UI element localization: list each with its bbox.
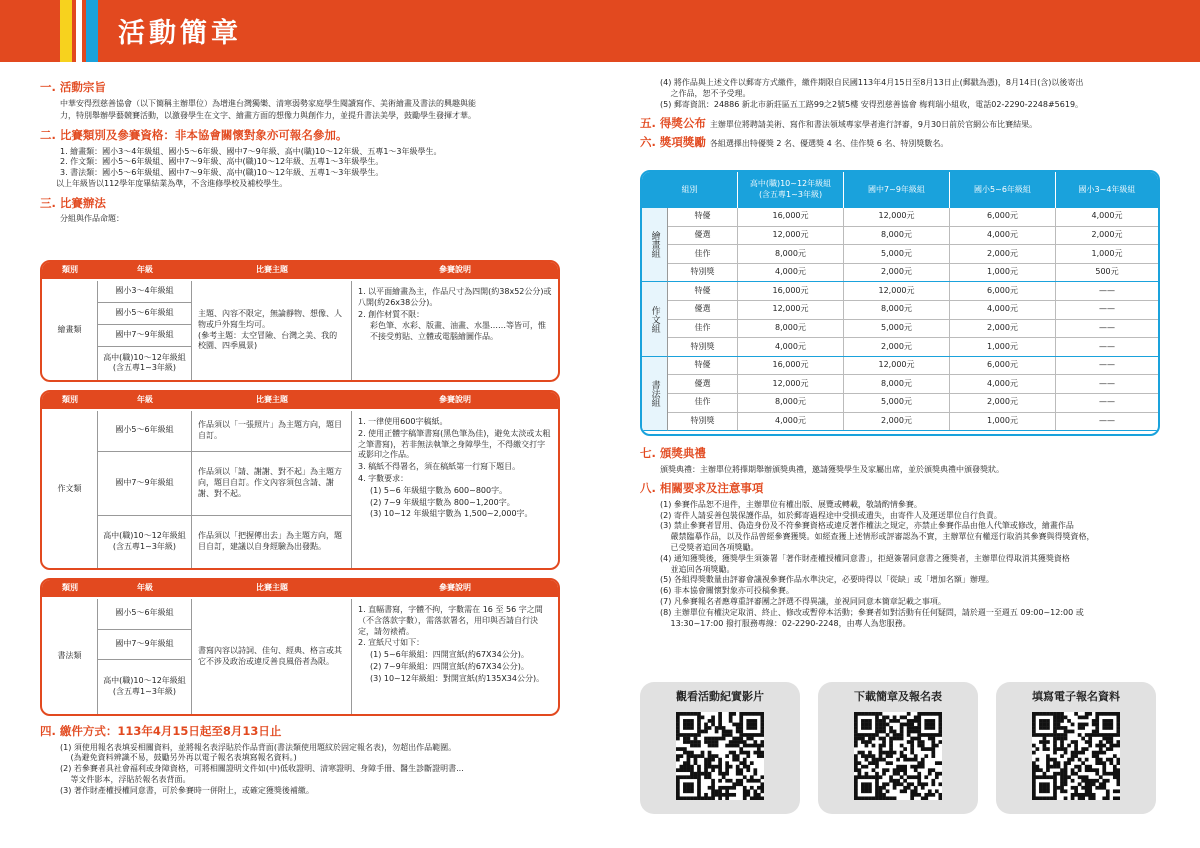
grade-list [98,411,192,568]
award-cell: 優選 [668,375,738,393]
award-cell: 特優 [668,282,738,300]
qr-label: 填寫電子報名資料 [1032,690,1120,703]
section-6-title: 六. 獎項獎勵 [640,134,706,149]
category-cell: 書法類 [42,599,98,714]
section-4 [40,724,565,797]
section-2-item: 2. 作文類：國小5～6年級組、國中7～9年級、高中(職)10～12年級、五專1～3年級學生。 [60,157,384,167]
award-cell: 2,000元 [844,338,950,356]
section-8-item: 13:30~17:00 撥打服務專線：02-2290-2248，由專人為您服務。 [660,618,911,628]
award-cell: 500元 [1095,267,1119,277]
award-cell: 2,000元 [844,413,950,431]
award-cell: 特別獎 [668,338,738,356]
award-cell: 12,000元 [738,301,844,319]
grade-cell: 國中7～9年級組 [98,325,191,347]
page-title: 活動簡章 [118,18,242,49]
award-cell: 優選 [668,227,738,245]
header-note: 參賽說明 [439,265,471,275]
award-cell: 8,000元 [844,227,950,245]
award-cell: 16,000元 [738,208,844,226]
category-cell: 作文類 [42,411,98,568]
section-2-note: 以上年級皆以112學年度畢結業為準，不含進修學校及補校學生。 [56,179,288,189]
section-8-item: (1) 參賽作品恕不退件，主辦單位有權出版、展覽或轉載，敬請酌情參賽。 [660,499,922,509]
award-group-label: 作文組 [642,282,668,356]
note-line: 2. 創作材質不限： [358,309,425,319]
award-cell: 8,000元 [844,375,950,393]
header-cat: 類別 [62,583,78,593]
grade-list [98,281,192,380]
award-cell: —— [1099,397,1115,407]
section-2-item: 1. 繪畫類：國小3～4年級組、國小5～6年級、國中7～9年級、高中(職)10～12年級、五專1～3年級學生。 [60,146,442,156]
section-4-item: (為避免資料辨識不易，鼓勵另外再以電子報名表填寫報名資料。) [60,753,297,763]
award-cell: 6,000元 [950,357,1056,375]
award-header-cell: 國小5~6年級組 [950,172,1056,208]
award-table-header [642,172,1158,208]
header-cat: 類別 [62,265,78,275]
table-header [42,262,558,279]
award-row [668,320,1158,339]
grade-cell: 高中(職)10～12年級組 (含五專1~3年級) [103,352,186,373]
note-line: (3) 10~12年級組：對開宣紙(約135X34公分)。 [370,673,545,683]
calligraphy-table [40,578,560,716]
painting-table [40,260,560,382]
section-4-cont: (4) 將作品與上述文件以郵寄方式繳件，繳件期限自民國113年4月15日至8月13日止(郵戳為憑)，8月14日(含)以後寄出 [660,78,1084,87]
theme-cell: 作品須以「請、謝謝、對不起」為主題方向，題目自訂。作文內容須包含請、謝謝、對不起。 [192,452,351,517]
award-group-label: 繪畫組 [642,208,668,282]
theme-col [192,411,352,568]
award-cell: —— [1099,378,1115,388]
header-grade: 年級 [137,583,153,593]
theme-cell: 作品須以「一張照片」為主題方向，題目自訂。 [192,411,351,452]
note-line: 1. 以平面繪畫為主，作品尺寸為四開(約38x52公分)或八開(約26x38公分)。 [358,287,552,307]
award-cell: 4,000元 [950,301,1056,319]
award-row [668,245,1158,264]
header-note: 參賽說明 [439,395,471,405]
award-cell: 12,000元 [738,227,844,245]
essay-table [40,390,560,570]
header-theme: 比賽主題 [256,583,288,593]
award-row [668,208,1158,227]
award-cell: —— [1099,415,1115,425]
section-8-item: (2) 寄件人請妥善包裝保護作品，如於郵寄過程途中受損或遺失，由寄件人及運送單位自行負責。 [660,510,1002,520]
table-header [42,580,558,597]
award-cell: 12,000元 [844,282,950,300]
note-line: 彩色筆、水彩、版畫、油畫、水墨……等皆可，惟不接受剪貼、立體或電腦繪圖作品。 [370,321,546,342]
award-cell: 優選 [668,301,738,319]
award-header-cell: 組別 [642,172,738,208]
award-cell: 12,000元 [844,208,950,226]
award-row [668,282,1158,301]
theme-col [192,599,352,714]
award-cell: 12,000元 [738,375,844,393]
section-8-title: 八. 相關要求及注意事項 [640,481,764,496]
section-2-item: 3. 書法類：國小5～6年級組、國中7～9年級、高中(職)10～12年級、五專1～3年級學生。 [60,168,384,178]
grade-cell: 國小5～6年級組 [98,303,191,325]
section-5-text: 主辦單位將聘請美術、寫作和書法領域專家學者進行評審，9月30日前於官網公布比賽結果。 [709,120,1038,130]
category-cell: 繪畫類 [42,281,98,380]
award-cell: 1,000元 [1091,248,1123,258]
award-cell: 特優 [668,357,738,375]
note-line: 2. 宣紙尺寸如下： [358,638,425,648]
award-cell: 佳作 [668,320,738,338]
award-row [668,264,1158,283]
qr-register[interactable] [996,682,1156,814]
award-header-cell: 國中7~9年級組 [844,172,950,208]
qr-code-icon [1032,712,1120,800]
award-cell: 8,000元 [844,301,950,319]
award-row [668,301,1158,320]
note-line: (2) 7~9年級組：四開宣紙(約67X34公分)。 [370,661,529,671]
theme-cell: 書寫內容以詩詞、佳句、經典、格言或其它不涉及政治或違反善良風俗者為限。 [198,645,342,666]
award-cell: 佳作 [668,245,738,263]
section-1-text2: 力，特別舉辦學藝競賽活動，以激發學生在文字、繪畫方面的想像力與創作力，並提升書法美學，鼓勵學生發揮才華。 [60,111,476,121]
award-cell: 1,000元 [950,264,1056,282]
award-cell: 4,000元 [738,264,844,282]
header-banner [0,0,1200,62]
award-cell: 特優 [668,208,738,226]
award-cell: 2,000元 [950,245,1056,263]
section-8-item: (8) 主辦單位有權決定取消、終止、修改或暫停本活動；參賽者如對活動有任何疑問，請於週一至週五 09:00~12:00 或 [660,607,1084,617]
qr-label: 觀看活動紀實影片 [676,690,764,703]
section-3-title: 三. 比賽辦法 [40,195,106,210]
section-4-item: (1) 須使用報名表填妥相關資料，並將報名表浮貼於作品背面(書法類使用題紋於固定報名表)，勿超出作品範圍。 [60,742,457,752]
right-column-bottom [640,440,1160,629]
section-8-item: (5) 各組得獎數量由評審會議視參賽作品水準決定，必要時得以「從缺」或「增加名額」辦理。 [660,575,994,585]
theme-cell: 主題、內容不限定，無論靜物、想像、人物或戶外寫生均可。 (參考主題：太空冒險、台灣之美、我的校園、四季風景) [198,308,342,351]
theme-cell: 作品須以「把握傳出去」為主題方向，題目自訂，建議以自身經驗為出發點。 [198,531,342,552]
section-4-cont: (5) 郵寄資訊：24886 新北市新莊區五工路99之2號5樓 安得烈慈善協會 梅莉瑞小組收，電話02-2290-2248#5619。 [660,99,1084,109]
award-row [668,357,1158,376]
note-line: 1. 一律使用600字稿紙。 [358,417,448,426]
table-header [42,392,558,409]
note-line: 1. 直幅書寫，字體不拘，字數需在 16 至 56 字之間（不含落款字數），需落款署名，用印與否請自行決定，請勿裱褙。 [358,605,543,636]
award-cell: 8,000元 [738,320,844,338]
note-line: (1) 5~6 年級組字數為 600~800字。 [370,485,508,495]
award-cell: 4,000元 [950,227,1056,245]
qr-code-icon [854,712,942,800]
note-line: 3. 稿紙不得署名，須在稿紙第一行寫下題目。 [358,462,521,472]
section-8-item: (6) 非本協會關懷對象亦可投稿參賽。 [660,586,794,596]
award-cell: 5,000元 [844,394,950,412]
award-row [668,375,1158,394]
notes-col [352,599,558,714]
award-cell: —— [1099,322,1115,332]
section-4-item: (3) 著作財產權授權同意書，可於參賽時一併附上，或確定獲獎後補繳。 [60,785,314,795]
grade-cell: 國小5～6年級組 [98,599,191,630]
grade-cell: 國中7～9年級組 [98,452,191,517]
grade-cell: 國小5～6年級組 [98,411,191,452]
award-cell: 1,000元 [950,413,1056,431]
notes-col [352,411,558,568]
award-cell: 4,000元 [738,413,844,431]
grade-cell: 高中(職)10～12年級組 (含五專1~3年級) [103,676,186,697]
note-line: 2. 使用正體字稿筆書寫(黑色筆為佳)，避免太淡或太粗之筆書寫)，若非無法執筆之身障學生，不得繳交打字或影印之作品。 [358,428,551,460]
section-7-title: 七. 頒獎典禮 [640,446,706,460]
award-cell: —— [1099,341,1115,351]
award-cell: 4,000元 [1091,211,1123,221]
section-8-item: (4) 通知獲獎後，獲獎學生須簽署「著作財產權授權同意書」，拒絕簽署同意書之獲獎者，主辦單位得取消其獲獎資格 [660,553,1070,563]
award-cell: 5,000元 [844,245,950,263]
award-row [668,413,1158,432]
note-line: (2) 7~9 年級組字數為 800~1,200字。 [370,497,515,507]
white-stripe [76,0,82,62]
award-group-label: 書法組 [642,357,668,431]
grade-cell: 高中(職)10～12年級組 (含五專1~3年級) [103,531,186,552]
award-cell: —— [1099,304,1115,314]
section-2-title: 二. 比賽類別及參賽資格：非本協會關懷對象亦可報名參加。 [40,128,348,143]
award-header-cell: 高中(職)10~12年級組 (含五專1~3年級) [738,172,844,208]
award-cell: 8,000元 [738,245,844,263]
award-header-cell: 國小3~4年級組 [1078,184,1136,194]
notes-col [352,281,558,380]
award-cell: 16,000元 [738,282,844,300]
award-cell: 4,000元 [738,338,844,356]
qr-download[interactable] [818,682,978,814]
section-8-item: (7) 凡參賽報名者應尊重評審團之評選不得異議，並視同同意本簡章記載之事項。 [660,597,946,606]
section-1-text1: 中華安得烈慈善協會（以下簡稱主辦單位）為增進台灣獨樂、清寒弱勢家庭學生閱讀寫作、美術繪畫及書法的興趣與能 [60,98,476,108]
qr-code-icon [676,712,764,800]
header-grade: 年級 [137,265,153,275]
section-8-list [640,500,1160,630]
award-cell: 特別獎 [668,264,738,282]
section-7-text: 頒獎典禮：主辦單位將擇期舉辦頒獎典禮，邀請獲獎學生及家屬出席，並於頒獎典禮中頒發獎狀。 [660,464,1004,474]
header-theme: 比賽主題 [256,395,288,405]
award-cell: 12,000元 [844,357,950,375]
award-cell: 16,000元 [738,357,844,375]
section-4-item: 等文件影本，浮貼於報名表背面。 [60,774,191,784]
theme-col [192,281,352,380]
section-8-item: (3) 禁止參賽者冒用、偽造身份及不符參賽資格或違反著作權法之規定，亦禁止參賽作品由他人代筆或修改，繪畫作品 [660,521,1074,531]
header-note: 參賽說明 [439,583,471,593]
section-3-sub: 分組與作品命題： [60,214,124,224]
award-cell: 2,000元 [950,394,1056,412]
section-8-item: 嚴禁臨摹作品，以及作品曾經參賽獲獎。如經查獲上述情形或評審認為不實，主辦單位有權逕行取消其參賽與得獎資格， [660,532,1095,542]
award-cell: 2,000元 [844,264,950,282]
award-cell: 8,000元 [738,394,844,412]
section-5-title: 五. 得獎公布 [640,116,706,131]
section-4-title: 四. 繳件方式：113年4月15日起至8月13日止 [40,724,282,738]
award-cell: 1,000元 [950,338,1056,356]
award-cell: 6,000元 [950,282,1056,300]
blue-stripe [86,0,98,62]
section-1-title: 一. 活動宗旨 [40,80,106,94]
award-cell: —— [1099,360,1115,370]
qr-video[interactable] [640,682,800,814]
note-line: 4. 字數要求： [358,473,409,483]
header-theme: 比賽主題 [256,265,288,275]
section-6-text: 各組選擇出特優獎 2 名、優選獎 4 名、佳作獎 6 名、特別獎數名。 [709,138,949,148]
section-5 [640,116,1160,132]
award-cell: 5,000元 [844,320,950,338]
award-cell: 6,000元 [950,208,1056,226]
left-column [40,74,565,225]
grade-cell: 國小3～4年級組 [98,281,191,303]
award-cell: —— [1099,285,1115,295]
award-row [668,394,1158,413]
section-4-item: (2) 若參賽者具社會福利或身障資格，可將相關證明文件如(中)低收證明、清寒證明、身障手冊、醫生診斷證明書... [60,764,464,774]
header-grade: 年級 [137,395,153,405]
grade-cell: 國中7～9年級組 [98,630,191,661]
award-cell: 4,000元 [950,375,1056,393]
qr-label: 下載簡章及報名表 [854,690,942,703]
award-row [668,338,1158,357]
section-4-cont: 之作品，恕不予受理。 [660,88,751,98]
note-line: (3) 10~12 年級組字數為 1,500~2,000字。 [370,509,533,519]
award-cell: 2,000元 [950,320,1056,338]
header-cat: 類別 [62,395,78,405]
section-8-item: 已受獎者追回各項獎勵。 [660,543,759,553]
award-table [640,170,1160,436]
note-line: (1) 5~6年級組：四開宣紙(約67X34公分)。 [370,650,529,660]
section-8-item: 並追回各項獎勵。 [660,564,735,574]
grade-list [98,599,192,714]
award-cell: 2,000元 [1091,229,1123,239]
right-column-top [640,78,1160,153]
award-cell: 佳作 [668,394,738,412]
yellow-stripe [60,0,72,62]
award-cell: 特別獎 [668,413,738,431]
award-row [668,227,1158,246]
section-6 [640,135,1160,151]
